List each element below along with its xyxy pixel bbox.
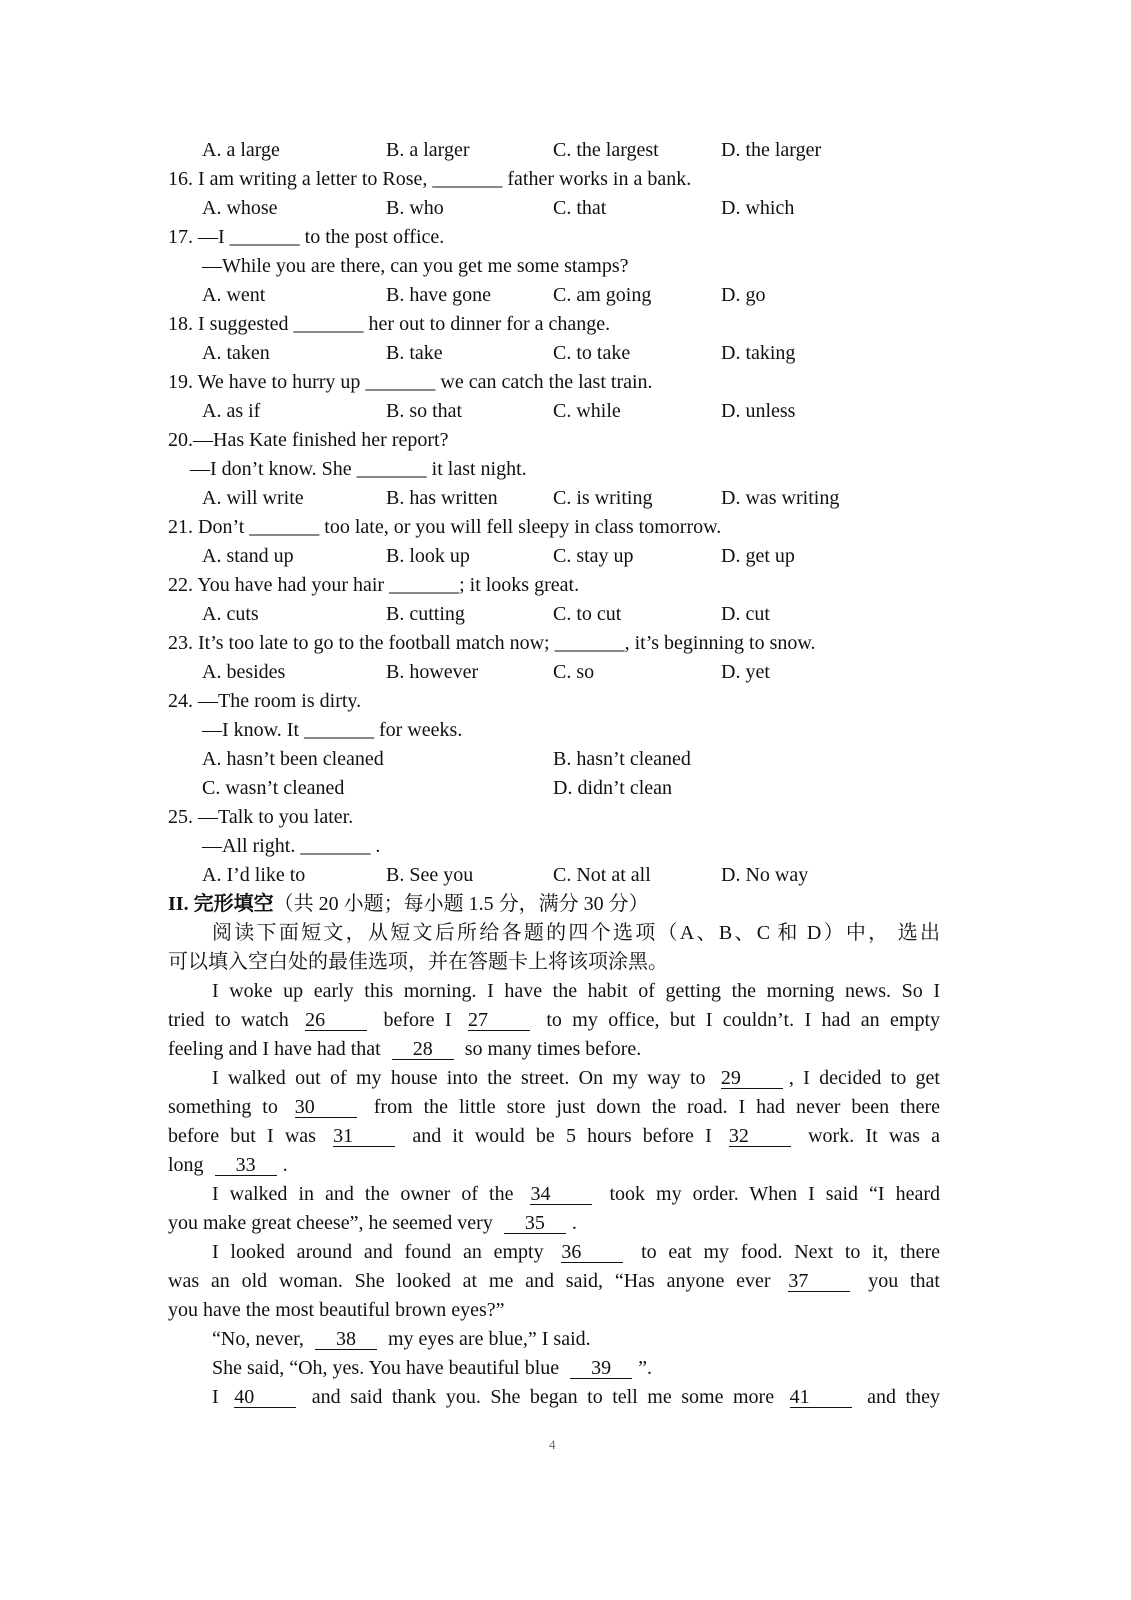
text-segment: 24. —The room is dirty. xyxy=(168,690,362,712)
text-segment: , I decided to get xyxy=(788,1067,940,1089)
text-segment: —All right. _______ . xyxy=(202,835,381,857)
text-line xyxy=(168,223,444,251)
text-line xyxy=(168,1006,940,1034)
text-segment: 20.—Has Kate finished her report? xyxy=(168,429,449,451)
text-line xyxy=(168,1267,940,1295)
text-segment: “No, never, xyxy=(212,1328,309,1350)
answer-option: C. so xyxy=(553,661,595,683)
text-segment: and they xyxy=(857,1386,940,1408)
text-segment: 可以填入空白处的最佳选项，并在答题卡上将该项涂黑。 xyxy=(168,951,668,973)
answer-option: C. stay up xyxy=(553,545,634,567)
text-segment: —While you are there, can you get me some stamps? xyxy=(202,255,629,277)
answer-option: A. whose xyxy=(202,197,278,219)
cloze-blank: 33 xyxy=(215,1155,277,1176)
answer-option: B. take xyxy=(386,342,443,364)
cloze-blank: 29 xyxy=(721,1068,783,1089)
answer-option: A. a large xyxy=(202,139,280,161)
text-segment: I xyxy=(212,1386,229,1408)
text-line xyxy=(212,919,940,947)
text-segment: 16. I am writing a letter to Rose, _______ father works in a bank. xyxy=(168,168,692,190)
section-heading xyxy=(168,890,649,918)
text-line xyxy=(212,977,940,1005)
text-segment: from the little store just down the road. I had never been there xyxy=(362,1096,940,1118)
answer-option: B. however xyxy=(386,661,479,683)
text-line xyxy=(168,310,610,338)
answer-option: D. the larger xyxy=(721,139,822,161)
text-segment: feeling and I have had that xyxy=(168,1038,386,1060)
text-segment: . xyxy=(282,1154,288,1176)
text-segment: you have the most beautiful brown eyes?” xyxy=(168,1299,505,1321)
answer-option: C. while xyxy=(553,400,621,422)
text-segment: （共 20 小题；每小题 1.5 分，满分 30 分） xyxy=(273,893,649,915)
text-line xyxy=(168,629,816,657)
answer-option: A. cuts xyxy=(202,603,259,625)
cloze-blank: 28 xyxy=(392,1039,454,1060)
answer-option: B. have gone xyxy=(386,284,491,306)
answer-option: B. a larger xyxy=(386,139,470,161)
text-segment: was an old woman. She looked at me and said, “Has anyone ever xyxy=(168,1270,783,1292)
text-segment: to my office, but I couldn’t. I had an empty xyxy=(535,1009,940,1031)
text-line xyxy=(168,803,353,831)
text-line xyxy=(168,687,361,715)
cloze-blank: 39 xyxy=(570,1358,632,1379)
text-segment: my eyes are blue,” I said. xyxy=(382,1328,591,1350)
text-segment: 21. Don’t _______ too late, or you will fell sleepy in class tomorrow. xyxy=(168,516,722,538)
answer-option: D. go xyxy=(721,284,766,306)
answer-option: A. taken xyxy=(202,342,270,364)
text-segment: work. It was a xyxy=(796,1125,940,1147)
text-segment: you make great cheese”, he seemed very xyxy=(168,1212,498,1234)
cloze-blank: 37 xyxy=(788,1271,850,1292)
answer-option: A. went xyxy=(202,284,266,306)
answer-option: A. besides xyxy=(202,661,286,683)
text-segment: before I xyxy=(373,1009,462,1031)
text-line xyxy=(168,1035,641,1063)
text-segment: 19. We have to hurry up _______ we can catch the last train. xyxy=(168,371,653,393)
answer-option: A. I’d like to xyxy=(202,864,306,886)
answer-option: B. cutting xyxy=(386,603,465,625)
text-segment: —I don’t know. She _______ it last night. xyxy=(190,458,527,480)
text-segment: 22. You have had your hair _______; it looks great. xyxy=(168,574,580,596)
text-line xyxy=(212,1180,940,1208)
cloze-blank: 41 xyxy=(790,1387,852,1408)
answer-option: C. that xyxy=(553,197,607,219)
answer-option: C. to cut xyxy=(553,603,622,625)
text-segment: you that xyxy=(856,1270,940,1292)
answer-option: C. am going xyxy=(553,284,652,306)
text-line xyxy=(168,426,448,454)
text-line xyxy=(212,1238,940,1266)
text-segment: took my order. When I said “I heard xyxy=(598,1183,940,1205)
text-segment: I walked out of my house into the street. On my way to xyxy=(212,1067,715,1089)
text-segment: to eat my food. Next to it, there xyxy=(629,1241,940,1263)
text-segment: 17. —I _______ to the post office. xyxy=(168,226,445,248)
cloze-blank: 35 xyxy=(504,1213,566,1234)
text-segment: and it would be 5 hours before I xyxy=(401,1125,723,1147)
text-segment: . xyxy=(571,1212,577,1234)
answer-option: C. the largest xyxy=(553,139,659,161)
text-line xyxy=(168,513,721,541)
page-number: 4 xyxy=(549,1437,556,1452)
cloze-blank: 40 xyxy=(234,1387,296,1408)
text-line xyxy=(168,1296,505,1324)
text-segment: She said, “Oh, yes. You have beautiful blue xyxy=(212,1357,565,1379)
answer-option: C. wasn’t cleaned xyxy=(202,777,345,799)
answer-option: B. so that xyxy=(386,400,463,422)
text-line xyxy=(168,1093,940,1121)
text-segment: I woke up early this morning. I have the habit of getting the morning news. So I xyxy=(212,980,940,1002)
text-segment: 阅读下面短文，从短文后所给各题的四个选项（A、B、C 和 D）中， 选出 xyxy=(212,922,940,944)
answer-option: D. didn’t clean xyxy=(553,777,673,799)
answer-option: D. No way xyxy=(721,864,809,886)
text-segment: 18. I suggested _______ her out to dinner for a change. xyxy=(168,313,611,335)
text-line xyxy=(168,1122,940,1150)
answer-option: B. who xyxy=(386,197,444,219)
text-segment: something to xyxy=(168,1096,289,1118)
text-segment: so many times before. xyxy=(459,1038,642,1060)
text-line xyxy=(202,252,629,280)
text-segment: ”. xyxy=(638,1357,653,1379)
text-segment: —I know. It _______ for weeks. xyxy=(202,719,463,741)
answer-option: B. look up xyxy=(386,545,470,567)
text-line xyxy=(212,1325,591,1353)
text-line xyxy=(168,1151,288,1179)
cloze-blank: 30 xyxy=(295,1097,357,1118)
answer-option: D. unless xyxy=(721,400,796,422)
answer-option: B. See you xyxy=(386,864,474,886)
text-line xyxy=(168,368,653,396)
cloze-blank: 36 xyxy=(561,1242,623,1263)
text-segment: I looked around and found an empty xyxy=(212,1241,556,1263)
answer-option: D. was writing xyxy=(721,487,840,509)
answer-option: C. Not at all xyxy=(553,864,651,886)
text-line xyxy=(202,832,380,860)
cloze-blank: 32 xyxy=(729,1126,791,1147)
text-line xyxy=(212,1064,940,1092)
text-line xyxy=(168,948,668,976)
section-label: II. 完形填空 xyxy=(168,893,274,915)
answer-option: D. yet xyxy=(721,661,770,683)
answer-option: D. which xyxy=(721,197,795,219)
text-line xyxy=(212,1354,652,1382)
cloze-blank: 38 xyxy=(315,1329,377,1350)
text-segment: before but I was xyxy=(168,1125,328,1147)
cloze-blank: 31 xyxy=(333,1126,395,1147)
text-line xyxy=(202,716,462,744)
text-segment: 25. —Talk to you later. xyxy=(168,806,354,828)
text-line xyxy=(212,1383,940,1411)
answer-option: A. will write xyxy=(202,487,304,509)
text-line xyxy=(168,571,579,599)
text-segment: tried to watch xyxy=(168,1009,300,1031)
answer-option: C. to take xyxy=(553,342,631,364)
text-line xyxy=(168,1209,577,1237)
text-segment: long xyxy=(168,1154,209,1176)
text-line xyxy=(168,165,691,193)
answer-option: B. has written xyxy=(386,487,498,509)
text-segment: 23. It’s too late to go to the football match now; _______, it’s beginning to snow. xyxy=(168,632,816,654)
answer-option: D. taking xyxy=(721,342,796,364)
answer-option: B. hasn’t cleaned xyxy=(553,748,691,770)
answer-option: A. hasn’t been cleaned xyxy=(202,748,384,770)
answer-option: D. get up xyxy=(721,545,795,567)
answer-option: A. stand up xyxy=(202,545,294,567)
cloze-blank: 34 xyxy=(530,1184,592,1205)
cloze-blank: 26 xyxy=(305,1010,367,1031)
answer-option: D. cut xyxy=(721,603,770,625)
cloze-blank: 27 xyxy=(468,1010,530,1031)
answer-option: A. as if xyxy=(202,400,261,422)
text-segment: I walked in and the owner of the xyxy=(212,1183,525,1205)
answer-option: C. is writing xyxy=(553,487,653,509)
text-segment: and said thank you. She began to tell me some more xyxy=(302,1386,784,1408)
text-line xyxy=(190,455,527,483)
